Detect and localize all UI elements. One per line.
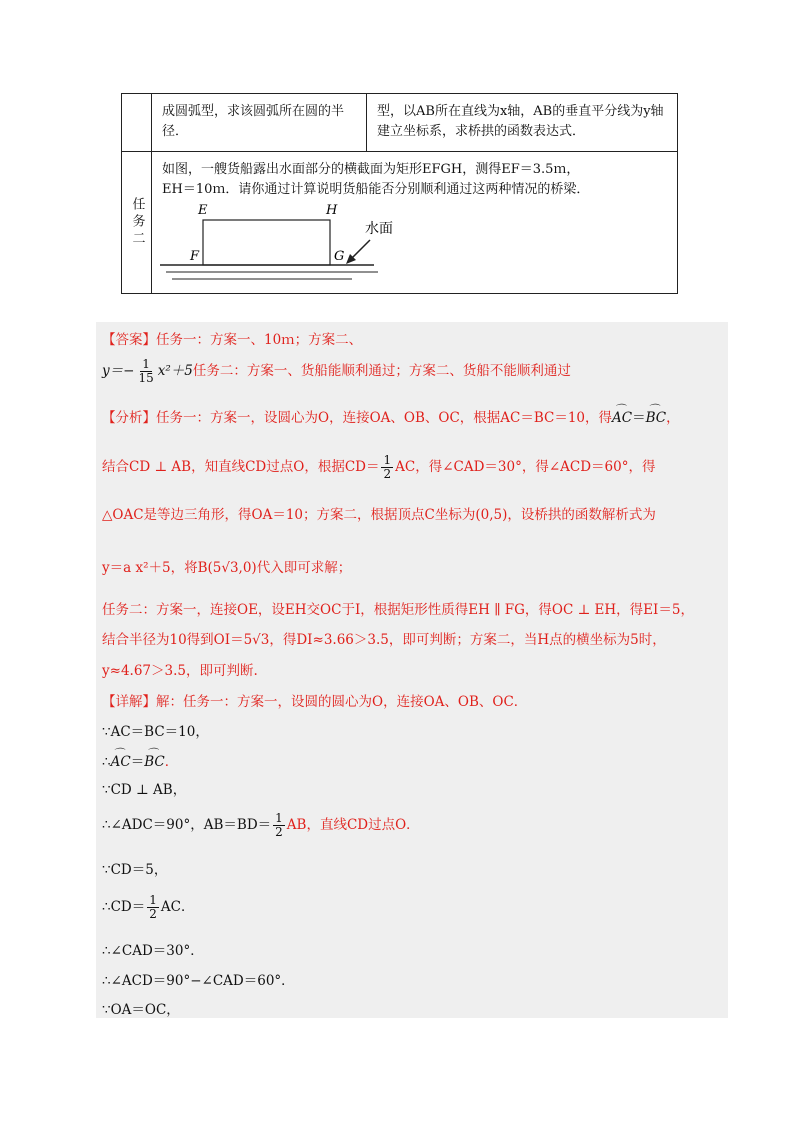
detail-line-1: 【详解】解：任务一：方案一，设圆的圆心为O，连接OA、OB、OC．: [102, 694, 528, 710]
detail-line-2: ∵AC＝BC＝10，: [102, 724, 209, 740]
formula-y: y＝−: [102, 363, 135, 379]
analysis-line-7: y≈4.67＞3.5，即可判断.: [102, 663, 258, 679]
task-two-answer: 任务二：方案一、货船能顺利通过；方案二、货船不能顺利通过: [192, 363, 571, 379]
analysis-line-2: 结合CD ⊥ AB，知直线CD过点O，根据CD＝ $\frac{1}{2}$ AC，得∠CAD＝30°，得∠ACD＝60°，得: [102, 453, 656, 481]
ship-rectangle: [203, 220, 330, 265]
detail-tag: 【详解】: [102, 694, 156, 710]
fraction-1-2: $\frac{1}{2}$: [383, 453, 392, 481]
row2-label-cell: [122, 152, 152, 293]
detail-line-5: ∴∠ADC＝90°，AB＝BD＝ $\frac{1}{2}$ AB，直线CD过点O．: [102, 811, 420, 839]
water-surface-label: 水面: [365, 221, 393, 237]
answer-tag: 【答案】: [102, 332, 156, 348]
label-G: G: [334, 249, 345, 264]
detail-line-10: ∵OA＝OC，: [102, 1002, 180, 1018]
arc-AC: ⌒ AC: [612, 410, 632, 426]
row1-label-cell: [122, 94, 152, 152]
label-E: E: [198, 203, 208, 218]
task-table: [121, 93, 678, 294]
analysis-line-3: △OAC是等边三角形，得OA＝10；方案二，根据顶点C坐标为(0,5)，设桥拱的函数解析式为: [102, 507, 656, 523]
arc-AC-2: ⌒ AC: [111, 754, 131, 770]
answer-line: [102, 328, 362, 348]
fraction-1-2-c: $\frac{1}{2}$: [149, 893, 157, 921]
row2-body-cell: [152, 152, 677, 293]
task-two-label: 任务二: [129, 197, 145, 248]
fraction-1-2-b: $\frac{1}{2}$: [275, 811, 283, 839]
row1-right-cell: 型，以AB所在直线为x轴，AB的垂直平分线为y轴建立坐标系，求桥拱的函数表达式．: [367, 94, 677, 152]
analysis-line-1: 【分析】任务一：方案一，设圆心为O，连接OA、OB、OC，根据AC＝BC＝10，得⌒ AC＝⌒ BC，: [102, 406, 680, 426]
fraction-1-15: $\frac{1}{15}$: [138, 357, 154, 385]
answer-formula-line: [102, 358, 571, 385]
detail-line-3: ∴⌒ AC＝⌒ BC．: [102, 750, 178, 770]
label-F: F: [190, 249, 200, 264]
analysis-line-6: 结合半径为10得到OI＝5√3，得DI≈3.66＞3.5，即可判断；方案二，当H点的横坐标为5时，: [102, 632, 666, 648]
answer-text: 任务一：方案一、10ｍ；方案二、: [156, 332, 363, 348]
analysis-line-5: 任务二：方案一，连接OE，设EH交OC于I，根据矩形性质得EH ∥ FG，得OC ⊥ EH，得EI＝5，: [102, 602, 694, 618]
arc-BC: ⌒ BC: [646, 410, 667, 426]
formula-rest: x²＋5: [157, 363, 193, 379]
detail-line-8: ∴∠CAD＝30°．: [102, 943, 204, 959]
detail-line-4: ∵CD ⊥ AB，: [102, 782, 187, 798]
arc-BC-2: ⌒ BC: [144, 754, 165, 770]
analysis-line-4: y＝a x²＋5，将B(5√3,0)代入即可求解；: [102, 560, 352, 576]
detail-line-7: ∴CD＝ $\frac{1}{2}$ AC．: [102, 893, 195, 921]
row1-left-cell: 成圆弧型，求该圆弧所在圆的半径．: [152, 94, 367, 152]
task-two-text-line1: 如图，一艘货船露出水面部分的横截面为矩形EFGH，测得EF＝3.5ｍ，: [162, 162, 580, 177]
detail-line-9: ∴∠ACD＝90°−∠CAD＝60°．: [102, 973, 295, 989]
analysis-tag: 【分析】: [102, 410, 156, 426]
task-two-text-line2: EH＝10ｍ．请你通过计算说明货船能否分别顺利通过这两种情况的桥梁．: [162, 182, 590, 197]
label-H: H: [326, 203, 338, 218]
ship-figure: [152, 200, 412, 292]
detail-line-6: ∵CD＝5，: [102, 862, 168, 878]
